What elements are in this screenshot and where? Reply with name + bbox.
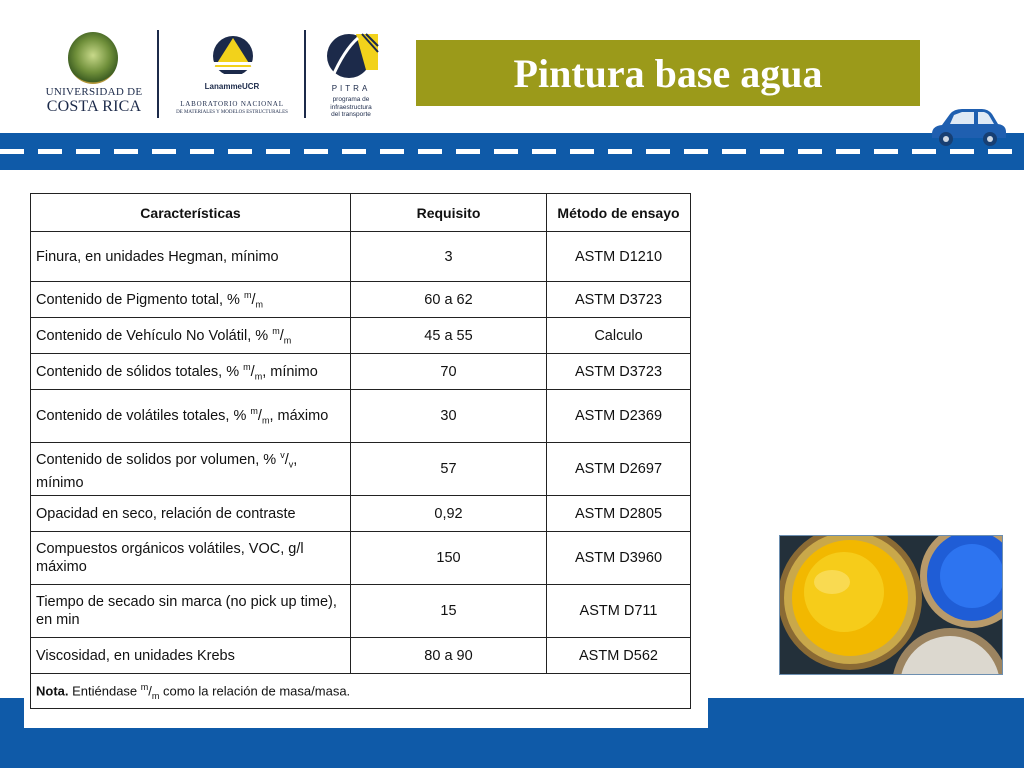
note-text: Entiéndase bbox=[68, 682, 141, 698]
unit-subscript: m bbox=[283, 335, 292, 346]
unit-slash: / bbox=[279, 327, 284, 344]
method-cell: ASTM D711 bbox=[547, 585, 691, 638]
column-header: Características bbox=[31, 194, 351, 232]
characteristic-cell bbox=[31, 585, 351, 638]
note-text-end: como la relación de masa/masa. bbox=[159, 682, 351, 698]
column-header: Método de ensayo bbox=[547, 194, 691, 232]
pitra-road-icon bbox=[322, 30, 380, 80]
characteristic-cell bbox=[31, 318, 351, 354]
unit-superscript: m bbox=[243, 289, 252, 300]
ucr-logo-line1: UNIVERSIDAD DE bbox=[45, 86, 143, 98]
characteristic-text: Opacidad en seco, relación de contraste bbox=[36, 505, 296, 522]
method-cell: ASTM D562 bbox=[547, 638, 691, 674]
pitra-subtitle-line: infraestructura bbox=[330, 103, 372, 111]
characteristic-text: Viscosidad, en unidades Krebs bbox=[36, 647, 235, 664]
requirement-cell: 45 a 55 bbox=[351, 318, 547, 354]
table-row bbox=[31, 638, 691, 674]
table-row bbox=[31, 443, 691, 496]
page-title: Pintura base agua bbox=[513, 50, 823, 96]
pitra-name: PITRA bbox=[331, 84, 371, 93]
unit-subscript: m bbox=[151, 690, 160, 701]
lanamme-name: LanammeUCR bbox=[204, 82, 260, 91]
ucr-logo bbox=[44, 32, 144, 118]
table-row bbox=[31, 532, 691, 585]
requirement-cell: 15 bbox=[351, 585, 547, 638]
ucr-seal-icon bbox=[68, 32, 118, 84]
characteristic-cell bbox=[31, 354, 351, 390]
table-row bbox=[31, 282, 691, 318]
characteristic-text: Contenido de solidos por volumen, % bbox=[36, 451, 281, 468]
method-cell: ASTM D2369 bbox=[547, 390, 691, 443]
method-cell: ASTM D3723 bbox=[547, 282, 691, 318]
table-row bbox=[31, 318, 691, 354]
unit-superscript: m bbox=[250, 406, 258, 417]
method-cell: ASTM D3960 bbox=[547, 532, 691, 585]
unit-subscript: m bbox=[255, 299, 263, 310]
requirement-cell: 150 bbox=[351, 532, 547, 585]
method-cell: ASTM D2805 bbox=[547, 496, 691, 532]
pitra-subtitle-line: del transporte bbox=[331, 111, 371, 118]
table-row bbox=[31, 585, 691, 638]
spec-table bbox=[30, 193, 691, 709]
characteristic-text: Tiempo de secado sin marca (no pick up time), en min bbox=[36, 594, 337, 628]
table-row bbox=[31, 496, 691, 532]
unit-slash: / bbox=[284, 451, 289, 468]
table-row bbox=[31, 390, 691, 443]
method-cell: ASTM D2697 bbox=[547, 443, 691, 496]
lanamme-logo bbox=[176, 30, 288, 120]
characteristic-cell bbox=[31, 232, 351, 282]
characteristic-text: Contenido de Vehículo No Volátil, % bbox=[36, 327, 273, 344]
requirement-cell: 3 bbox=[351, 232, 547, 282]
characteristic-cell bbox=[31, 532, 351, 585]
unit-superscript: m bbox=[272, 325, 280, 336]
table-note-row bbox=[31, 674, 691, 709]
requirement-cell: 70 bbox=[351, 354, 547, 390]
pitra-subtitle bbox=[322, 96, 380, 119]
table-row bbox=[31, 232, 691, 282]
requirement-cell: 57 bbox=[351, 443, 547, 496]
car-icon bbox=[926, 100, 1010, 150]
unit-superscript: m bbox=[243, 361, 251, 372]
ucr-logo-line2: COSTA RICA bbox=[46, 98, 142, 115]
column-header: Requisito bbox=[351, 194, 547, 232]
pitra-subtitle-line: programa de bbox=[332, 96, 370, 103]
requirement-cell: 80 a 90 bbox=[351, 638, 547, 674]
characteristic-text: Contenido de sólidos totales, % bbox=[36, 363, 244, 380]
lanamme-subtitle-2: DE MATERIALES Y MODELOS ESTRUCTURALES bbox=[176, 110, 288, 115]
title-banner bbox=[416, 40, 920, 106]
unit-slash: / bbox=[257, 407, 262, 424]
logo-divider bbox=[304, 30, 306, 118]
lanamme-subtitle: LABORATORIO NACIONAL bbox=[180, 100, 284, 108]
table-header-row bbox=[31, 194, 691, 232]
characteristic-suffix: , mínimo bbox=[36, 451, 298, 491]
spec-table-card bbox=[24, 186, 708, 728]
characteristic-suffix: , mínimo bbox=[262, 363, 318, 380]
unit-superscript: v bbox=[280, 450, 285, 461]
unit-superscript: m bbox=[140, 681, 149, 692]
unit-slash: / bbox=[250, 363, 255, 380]
characteristic-cell bbox=[31, 638, 351, 674]
note-label: Nota. bbox=[36, 682, 69, 698]
characteristic-cell bbox=[31, 282, 351, 318]
characteristic-text: Finura, en unidades Hegman, mínimo bbox=[36, 248, 279, 265]
characteristic-text: Contenido de volátiles totales, % bbox=[36, 407, 251, 424]
logo-divider bbox=[157, 30, 159, 118]
unit-slash: / bbox=[148, 682, 152, 698]
table-note bbox=[31, 674, 691, 709]
unit-subscript: v bbox=[288, 459, 294, 470]
paint-cans-illustration bbox=[780, 536, 1002, 674]
requirement-cell: 0,92 bbox=[351, 496, 547, 532]
method-cell: Calculo bbox=[547, 318, 691, 354]
characteristic-text: Compuestos orgánicos volátiles, VOC, g/l máximo bbox=[36, 541, 304, 575]
requirement-cell: 30 bbox=[351, 390, 547, 443]
paint-cans-image bbox=[779, 535, 1003, 675]
lanamme-triangle-icon bbox=[208, 34, 258, 74]
unit-slash: / bbox=[251, 291, 256, 308]
method-cell: ASTM D3723 bbox=[547, 354, 691, 390]
table-row bbox=[31, 354, 691, 390]
requirement-cell: 60 a 62 bbox=[351, 282, 547, 318]
road-dashes bbox=[0, 149, 1024, 154]
characteristic-text: Contenido de Pigmento total, % bbox=[36, 291, 244, 308]
method-cell: ASTM D1210 bbox=[547, 232, 691, 282]
characteristic-suffix: , máximo bbox=[269, 407, 329, 424]
characteristic-cell bbox=[31, 390, 351, 443]
characteristic-cell bbox=[31, 496, 351, 532]
pitra-logo bbox=[322, 30, 380, 120]
unit-subscript: m bbox=[254, 371, 263, 382]
characteristic-cell bbox=[31, 443, 351, 496]
unit-subscript: m bbox=[261, 415, 270, 426]
